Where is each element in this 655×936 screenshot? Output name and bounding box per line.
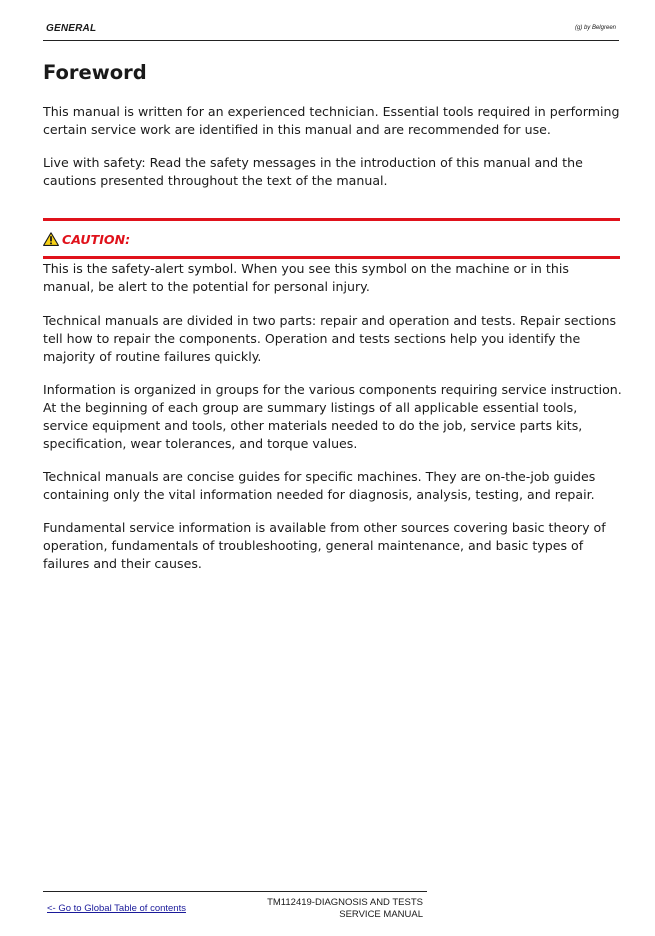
- page-title: Foreword: [43, 61, 147, 84]
- intro-paragraph-1: This manual is written for an experienced technician. Essential tools required in performing certain service work are identified in this manual and are recommended for use.: [43, 104, 620, 137]
- caution-bottom-rule: [43, 256, 620, 259]
- intro-paragraph-2: Live with safety: Read the safety messages in the introduction of this manual and the cautions presented throughout the text of the manual.: [43, 155, 583, 188]
- body-paragraph-5: Fundamental service information is available from other sources covering basic theory of operation, fundamentals of troubleshooting, general maintenance, and basic types of failures and their causes.: [43, 520, 606, 571]
- warning-triangle-icon: [43, 232, 59, 246]
- section-label: GENERAL: [46, 23, 97, 34]
- caution-heading: [43, 229, 130, 249]
- body-paragraph-4: Technical manuals are concise guides for specific machines. They are on-the-job guides containing only the vital information needed for diagnosis, analysis, testing, and repair.: [43, 469, 596, 502]
- body-paragraph-2: Technical manuals are divided in two parts: repair and operation and tests. Repair sections tell how to repair the components. Operation and tests sections help you identify the majority of routine failures quickly.: [43, 313, 617, 364]
- caution-top-rule: [43, 218, 620, 221]
- footer-doc-title: [267, 897, 423, 921]
- page-header: [43, 22, 619, 41]
- footer-doc-line-1: TM112419-DIAGNOSIS AND TESTS: [267, 897, 423, 908]
- caution-label: CAUTION:: [62, 231, 131, 247]
- footer-rule: [43, 891, 427, 892]
- global-toc-link[interactable]: <- Go to Global Table of contents: [47, 903, 186, 914]
- credit-label: (g) by Belgreen: [574, 25, 616, 31]
- body-paragraph-1: This is the safety-alert symbol. When you see this symbol on the machine or in this manual, be alert to the potential for personal injury.: [43, 261, 569, 294]
- body-paragraph-3: Information is organized in groups for the various components requiring service instruction. At the beginning of each group are summary listings of all applicable essential tools, service equipment and tools, other materials needed to do the job, service parts kits, specification, wear tolerances, and torque values.: [43, 382, 622, 451]
- footer-doc-line-2: SERVICE MANUAL: [339, 909, 423, 920]
